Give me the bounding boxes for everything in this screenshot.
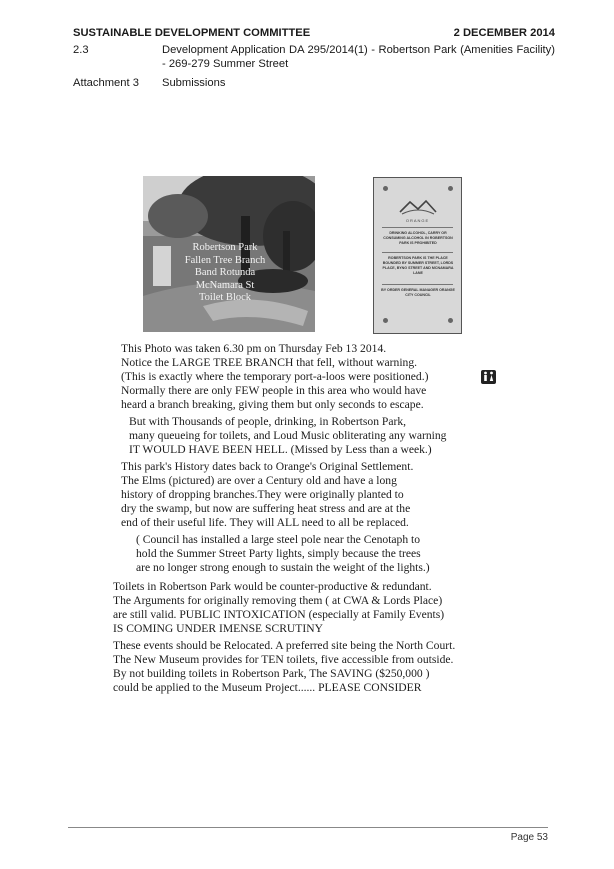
- toilet-sign-icon: [481, 370, 496, 384]
- alcohol-sign-photo: [373, 177, 462, 334]
- body-line: Notice the LARGE TREE BRANCH that fell, without warning.: [121, 356, 418, 369]
- sign-authority: BY ORDER GENERAL MANAGER ORANGE CITY COUNCIL: [381, 288, 455, 297]
- photo-caption-line: Band Rotunda: [194, 267, 256, 278]
- divider: [382, 284, 453, 285]
- park-photo: [143, 176, 315, 332]
- item-number: 2.3: [73, 44, 89, 56]
- divider: [382, 227, 453, 228]
- body-line: Normally there are only FEW people in this area who would have: [121, 384, 427, 397]
- council-logo-icon: [398, 198, 438, 216]
- item-title: Development Application DA 295/2014(1) - Robertson Park (Amenities Facility) - 269-279 Summer Street: [162, 44, 555, 70]
- attachment-label: Attachment 3: [73, 77, 139, 89]
- header-date: 2 DECEMBER 2014: [453, 27, 555, 39]
- photo-caption-line: Fallen Tree Branch: [184, 254, 266, 266]
- body-line: Toilets in Robertson Park would be counter-productive & redundant.: [113, 580, 432, 593]
- body-line: history of dropping branches.They were originally planted to: [121, 488, 404, 501]
- body-line: could be applied to the Museum Project...... PLEASE CONSIDER: [113, 681, 422, 694]
- body-line: are still valid. PUBLIC INTOXICATION (especially at Family Events): [113, 608, 445, 621]
- body-line: end of their useful life. They will ALL need to all be replaced.: [121, 516, 409, 529]
- body-line: This park's History dates back to Orange's Original Settlement.: [121, 460, 414, 473]
- bolt-icon: [383, 186, 388, 191]
- body-line: By not building toilets in Robertson Park, The SAVING ($250,000 ): [113, 667, 430, 680]
- body-line: The Arguments for originally removing them ( at CWA & Lords Place): [113, 594, 443, 607]
- photo-caption: [165, 242, 285, 305]
- footer-divider: [68, 827, 548, 828]
- bolt-icon: [448, 186, 453, 191]
- body-line: The New Museum provides for TEN toilets, five accessible from outside.: [113, 653, 454, 666]
- body-line: IT WOULD HAVE BEEN HELL. (Missed by Less than a week.): [129, 443, 432, 456]
- body-line: hold the Summer Street Party lights, simply because the trees: [136, 547, 421, 560]
- sign-organisation: ORANGE: [405, 218, 430, 223]
- body-line: heard a branch breaking, giving them but only seconds to escape.: [121, 398, 424, 411]
- photo-caption-line: Toilet Block: [198, 292, 252, 303]
- body-line: But with Thousands of people, drinking, in Robertson Park,: [129, 415, 407, 428]
- body-line: The Elms (pictured) are over a Century old and have a long: [121, 474, 397, 487]
- bolt-icon: [383, 318, 388, 323]
- body-line: (This is exactly where the temporary port-a-loos were positioned.): [121, 370, 429, 383]
- sign-notice: DRINKING ALCOHOL, CARRY OR CONSUMING ALCOHOL IN ROBERTSON PARK IS PROHIBITED: [383, 231, 453, 245]
- body-line: This Photo was taken 6.30 pm on Thursday Feb 13 2014.: [121, 342, 387, 355]
- body-line: are no longer strong enough to sustain the weight of the lights.): [136, 561, 430, 574]
- sign-notice: ROBERTSON PARK IS THE PLACE BOUNDED BY SUMMER STREET, LORDS PLACE, BYNG STREET AND MCNAMARA LANE: [382, 256, 454, 275]
- body-line: These events should be Relocated. A preferred site being the North Court.: [113, 639, 456, 652]
- body-line: many queueing for toilets, and Loud Music obliterating any warning: [129, 429, 447, 442]
- header-committee: SUSTAINABLE DEVELOPMENT COMMITTEE: [73, 27, 311, 39]
- page-number: Page 53: [510, 832, 548, 843]
- attachment-value: Submissions: [162, 77, 226, 89]
- body-line: ( Council has installed a large steel pole near the Cenotaph to: [136, 533, 421, 546]
- photo-caption-line: Robertson Park: [192, 242, 258, 253]
- bolt-icon: [448, 318, 453, 323]
- photo-caption-line: McNamara St: [195, 279, 255, 291]
- body-line: IS COMING UNDER IMENSE SCRUTINY: [113, 622, 323, 635]
- divider: [382, 252, 453, 253]
- body-line: dry the swamp, but now are suffering heat stress and are at the: [121, 502, 411, 515]
